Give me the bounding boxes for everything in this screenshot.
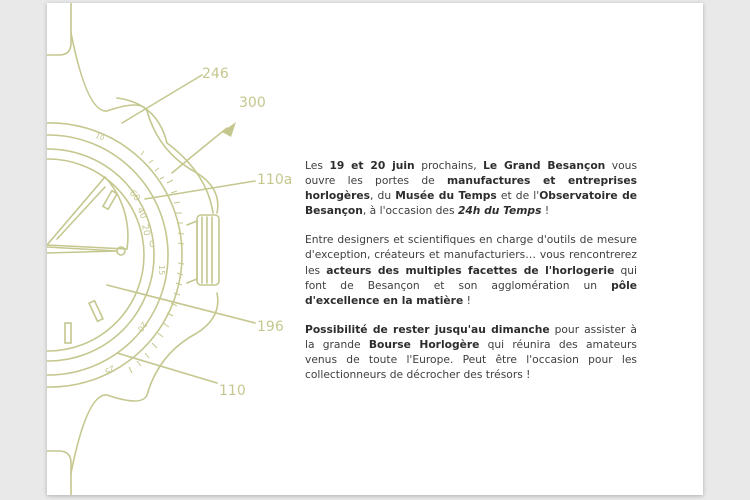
- text-run: qui réunira des amateurs venus de toute l'Europe. Peut être l'occasion pour les collectionneurs de décrocher des trésors !: [305, 337, 637, 382]
- text-run: Entre designers et scientifiques en charge d'outils de mesure d'exception, créateurs et manufacturiers… vous rencontrerez les: [305, 233, 637, 277]
- org-highlight: Le Grand Besançon: [483, 159, 606, 172]
- hour-marker: [103, 191, 117, 210]
- label-196: 196: [257, 319, 284, 335]
- hour-marker: [89, 301, 103, 322]
- bottom-lug-line: [47, 451, 71, 495]
- text-run: prochains,: [414, 159, 484, 172]
- date-highlight: 19 et 20 juin: [329, 159, 415, 172]
- bezel-outer: [47, 123, 182, 387]
- sub-dial-0: 0: [149, 240, 155, 250]
- text-run: pour assister à la grande: [305, 322, 637, 351]
- crown: [197, 215, 219, 285]
- text-run: !: [463, 293, 471, 307]
- sub-dial-20: 20: [139, 223, 152, 237]
- label-300: 300: [239, 95, 266, 111]
- watch-patent-drawing: [47, 3, 307, 495]
- case-outline-top: [71, 33, 218, 213]
- sub-dial-40: 40: [134, 206, 149, 221]
- leader-300: [172, 128, 227, 173]
- sunday-highlight: Possibilité de rester jusqu'au dimanche: [305, 322, 550, 336]
- text-run: !: [541, 204, 550, 218]
- event-name-highlight: 24h du Temps: [457, 204, 542, 218]
- sub-dial-60: 60: [126, 188, 142, 204]
- paragraph-bourse: [305, 322, 637, 382]
- text-run: , du: [370, 189, 396, 203]
- paragraph-actors: [305, 232, 637, 307]
- top-lug-line: [47, 3, 71, 55]
- dial-num-15: 15: [157, 265, 166, 276]
- label-246: 246: [202, 66, 229, 82]
- bourse-highlight: Bourse Horlogère: [368, 337, 480, 351]
- sector-line: [57, 187, 105, 239]
- museum-highlight: Musée du Temps: [395, 189, 497, 203]
- paragraph-intro: [305, 158, 637, 218]
- hour-marker: [65, 323, 71, 343]
- text-run: qui font de Besançon et son agglomération un: [305, 263, 638, 292]
- leader-246: [122, 75, 202, 123]
- observatory-highlight: Observatoire de Besançon: [305, 189, 637, 218]
- crown-stem: [187, 221, 197, 283]
- brochure-page: [47, 3, 703, 495]
- case-outline-bottom: [71, 293, 218, 473]
- text-run: Les: [305, 159, 330, 172]
- dial-num-25: 25: [103, 363, 117, 377]
- dial-num-20: 20: [135, 319, 149, 334]
- excellence-highlight: pôle d'excellence en la matière: [305, 278, 637, 307]
- article-text: [305, 158, 637, 396]
- text-run: vous ouvre les portes de: [305, 159, 638, 188]
- text-run: , à l'occasion des: [362, 204, 458, 218]
- label-110a: 110a: [257, 172, 293, 188]
- dial-num-10: 10: [94, 131, 106, 143]
- label-110: 110: [219, 383, 246, 399]
- text-run: et de l': [496, 189, 540, 203]
- crown-grip: [202, 217, 212, 283]
- manufactures-highlight: manufactures et entreprises horlogères: [305, 174, 638, 203]
- leader-196: [107, 285, 255, 323]
- actors-highlight: acteurs des multiples facettes de l'horlogerie: [326, 263, 615, 277]
- bezel-ticks: [126, 151, 184, 373]
